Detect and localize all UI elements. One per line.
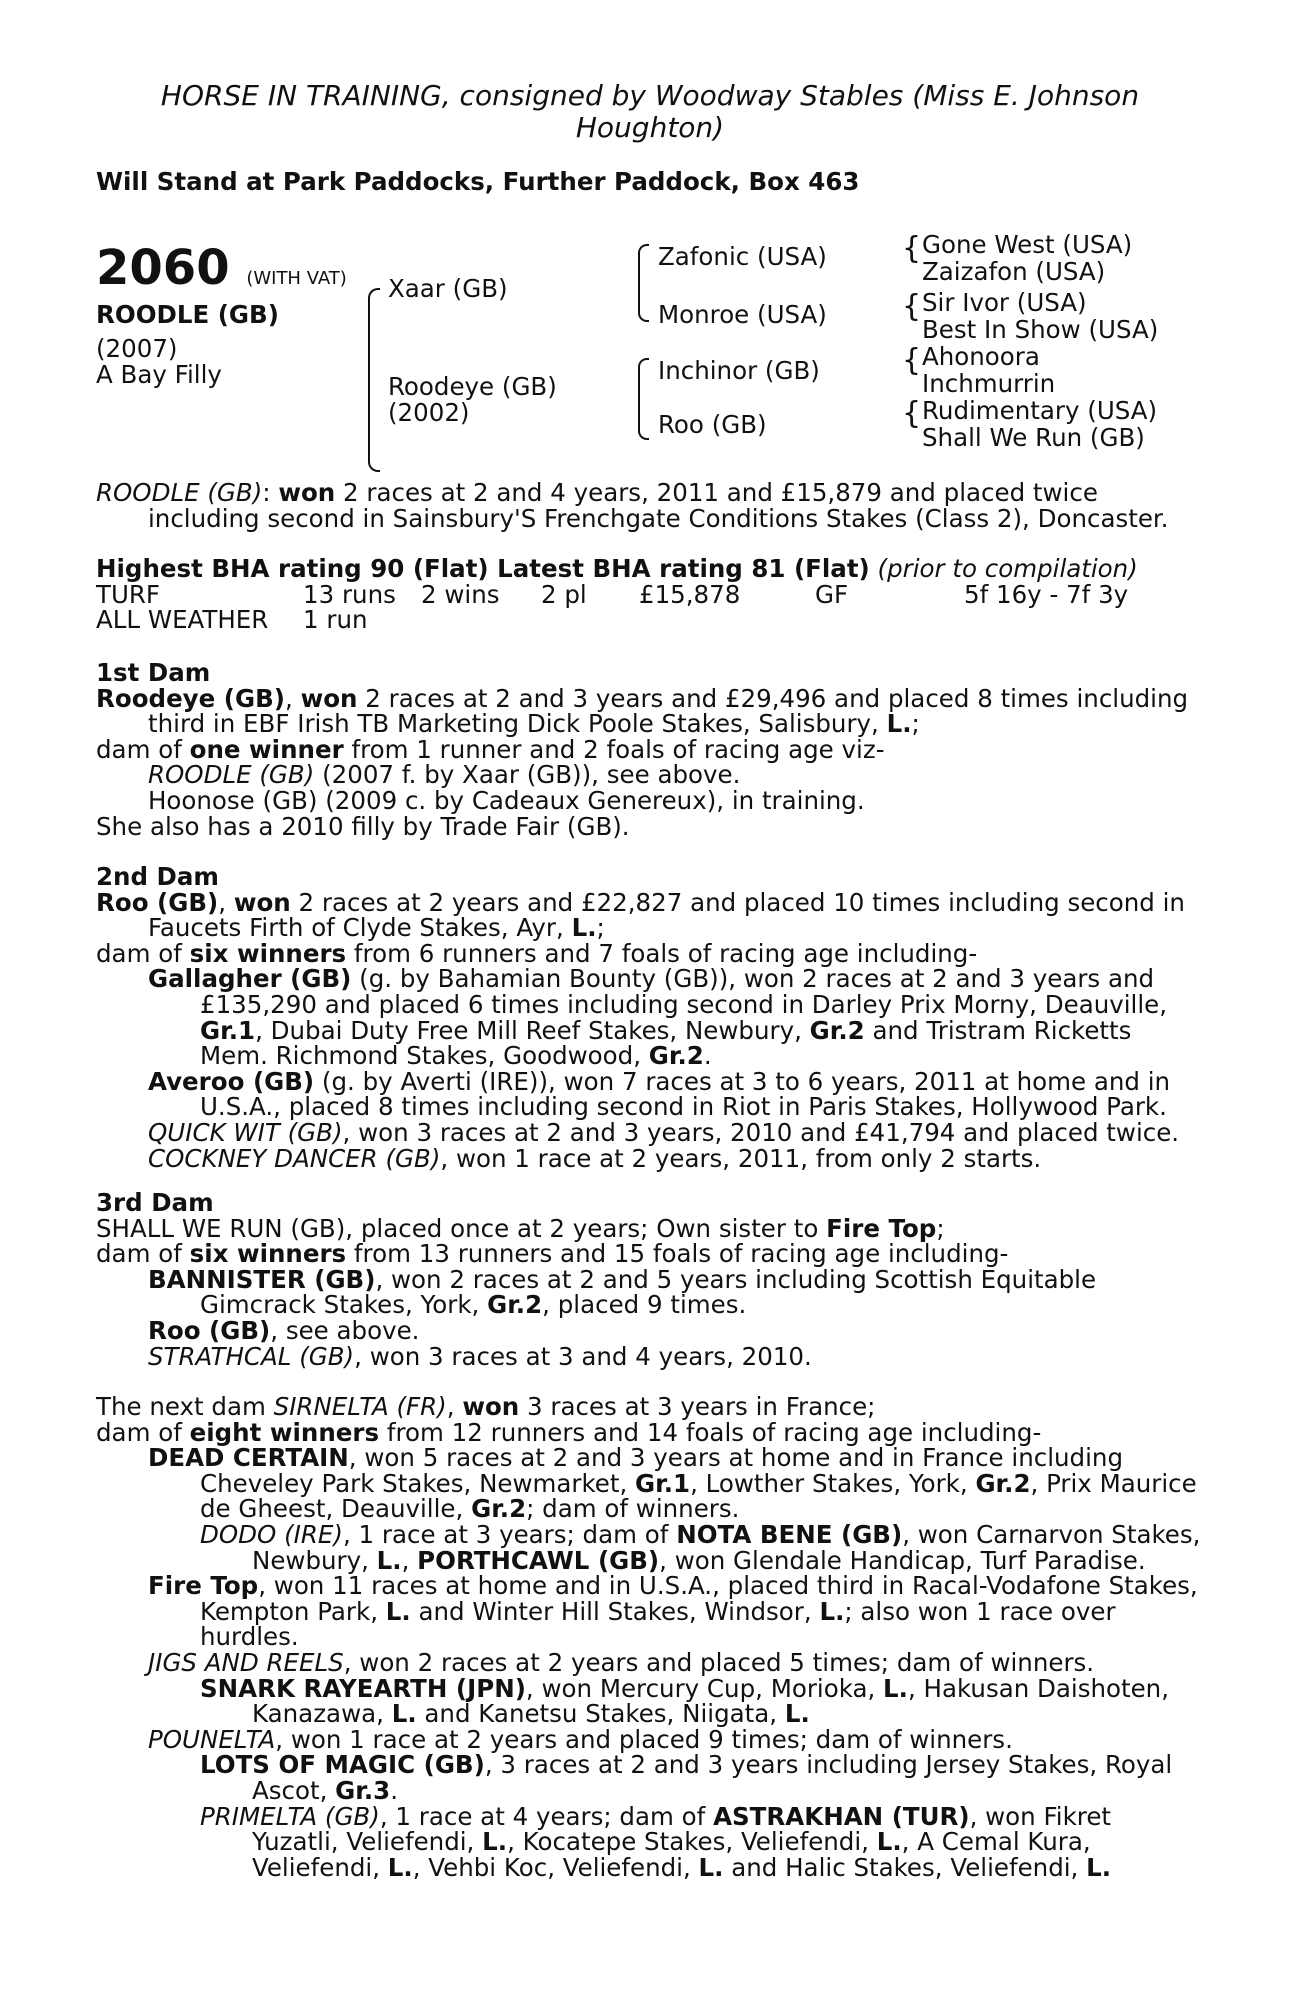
horse-year: (2007) — [96, 334, 178, 363]
rating-block: Highest BHA rating 90 (Flat) Latest BHA rating 81 (Flat) (prior to compilation) TURF 13 runs 2 wins 2 pl £15,878 GF 5f 16y - 7f 3y ALL WEATHER 1 run — [96, 556, 1204, 633]
next-dam-section: The next dam SIRNELTA (FR), won 3 races at 3 years in France; dam of eight winners from 12 runners and 14 foals of racing age including- DEAD CERTAIN, won 5 races at 2 and 3 years at home and in France including Cheveley Park Stakes, Newmarket, Gr.1, Lowther Stakes, York, Gr.2, Prix Maurice de Gheest, Deauville, Gr.2; dam of winners. DODO (IRE), 1 race at 3 years; dam of NOTA BENE (GB), won Carnarvon Stakes, Newbury, L., PORTHCAWL (GB), won Glendale Handicap, Turf Paradise. Fire Top, won 11 races at home and in U.S.A., placed third in Racal-Vodafone Stakes, Kempton Park, L. and Winter Hill Stakes, Windsor, L.; also won 1 race over hurdles. JIGS AND REELS, won 2 races at 2 years and placed 5 times; dam of winners. SNARK RAYEARTH (JPN), won Mercury Cup, Morioka, L., Hakusan Daishoten, Kanazawa, L. and Kanetsu Stakes, Niigata, L. POUNELTA, won 1 race at 2 years and placed 9 times; dam of winners. LOTS OF MAGIC (GB), 3 races at 2 and 3 years including Jersey Stakes, Royal Ascot, Gr.3. PRIMELTA (GB), 1 race at 4 years; dam of ASTRAKHAN (TUR), won Fikret Yuzatli, Veliefendi, L., Kocatepe Stakes, Veliefendi, L., A Cemal Kura, Veliefendi, L., Vehbi Koc, Veliefendi, L. and Halic Stakes, Veliefendi, L. — [96, 1392, 1201, 1882]
ped-dss: Ahonoora — [922, 342, 1040, 371]
race-summary: ROODLE (GB): won 2 races at 2 and 4 years, 2011 and £15,879 and placed twice including second in Sainsbury'S Frenchgate Conditions Stakes (Class 2), Doncaster. — [96, 478, 1169, 533]
ped-dsd: Inchmurrin — [922, 369, 1056, 398]
ped-sss: Gone West (USA) — [922, 230, 1133, 259]
ped-sds: Sir Ivor (USA) — [922, 288, 1087, 317]
dam-sire: Inchinor (GB) — [658, 356, 820, 385]
lot-number: 2060 (WITH VAT) — [96, 240, 347, 296]
horse-name: ROODLE (GB) — [96, 300, 279, 329]
second-dam-heading: 2nd Dam — [96, 862, 219, 891]
sire-dam-bracket — [368, 288, 380, 472]
sire-sire: Zafonic (USA) — [658, 242, 827, 271]
third-dam-heading: 3rd Dam — [96, 1188, 214, 1217]
ped-dds: Rudimentary (USA) — [922, 396, 1158, 425]
third-dam-section: 3rd Dam SHALL WE RUN (GB), placed once at 2 years; Own sister to Fire Top; dam of six winners from 13 runners and 15 foals of racing age including- BANNISTER (GB), won 2 races at 2 and 5 years including Scottish Equitable Gimcrack Stakes, York, Gr.2, placed 9 times. Roo (GB), see above. STRATHCAL (GB), won 3 races at 3 and 4 years, 2010. — [96, 1190, 1204, 1369]
dam-year: (2002) — [388, 398, 470, 427]
sire-dam: Monroe (USA) — [658, 300, 827, 329]
first-dam-heading: 1st Dam — [96, 658, 211, 687]
page-title: HORSE IN TRAINING, consigned by Woodway Stables (Miss E. Johnson Houghton) — [160, 79, 1140, 144]
dam-line-bracket — [638, 358, 649, 440]
first-dam-section: 1st Dam Roodeye (GB), won 2 races at 2 and 3 years and £29,496 and placed 8 times including third in EBF Irish TB Marketing Dick Poole Stakes, Salisbury, L.; dam of one winner from 1 runner and 2 foals of racing age viz- ROODLE (GB) (2007 f. by Xaar (GB)), see above. Hoonose (GB) (2009 c. by Cadeaux Genereux), in training. She also has a 2010 filly by Trade Fair (GB). — [96, 660, 1204, 839]
sire-line-bracket — [638, 244, 649, 322]
ped-sdd: Best In Show (USA) — [922, 315, 1159, 344]
ped-ssd: Zaizafon (USA) — [922, 257, 1106, 286]
all-weather-row: ALL WEATHER 1 run — [96, 605, 368, 635]
ped-ddd: Shall We Run (GB) — [922, 423, 1145, 452]
turf-row: TURF 13 runs 2 wins 2 pl £15,878 GF 5f 16y - 7f 3y — [96, 579, 1129, 609]
vat-note: (WITH VAT) — [246, 268, 347, 289]
catalogue-header — [96, 80, 1204, 229]
horse-description: A Bay Filly — [96, 360, 222, 389]
dam: Roodeye (GB) — [388, 372, 557, 401]
sire: Xaar (GB) — [388, 274, 508, 303]
rating-heading: Highest BHA rating 90 (Flat) Latest BHA rating 81 (Flat) — [96, 554, 870, 583]
pedigree-block: 2060 (WITH VAT) ROODLE (GB) (2007) A Bay Filly Xaar (GB) Roodeye (GB) (2002) Zafonic (USA) Monroe (USA) Inchinor (GB) Roo (GB) { Gone West (USA) Zaizafon (USA) { Sir Ivor (USA) Best In Show (USA) { Ahonoora Inchmurrin { Rudimentary (USA) Shall We Run (GB) — [96, 232, 1204, 462]
second-dam-section: 2nd Dam Roo (GB), won 2 races at 2 years and £22,827 and placed 10 times including second in Faucets Firth of Clyde Stakes, Ayr, L.; dam of six winners from 6 runners and 7 foals of racing age including- Gallagher (GB) (g. by Bahamian Bounty (GB)), won 2 races at 2 and 3 years and £135,290 and placed 6 times including second in Darley Prix Morny, Deauville, Gr.1, Dubai Duty Free Mill Reef Stakes, Newbury, Gr.2 and Tristram Ricketts Mem. Richmond Stakes, Goodwood, Gr.2. Averoo (GB) (g. by Averti (IRE)), won 7 races at 3 to 6 years, 2011 at home and in U.S.A., placed 8 times including second in Riot in Paris Stakes, Hollywood Park. QUICK WIT (GB), won 3 races at 2 and 3 years, 2010 and £41,794 and placed twice. COCKNEY DANCER (GB), won 1 race at 2 years, 2011, from only 2 starts. — [96, 864, 1204, 1171]
dam-dam: Roo (GB) — [658, 410, 767, 439]
stand-location: Will Stand at Park Paddocks, Further Paddock, Box 463 — [96, 167, 860, 196]
